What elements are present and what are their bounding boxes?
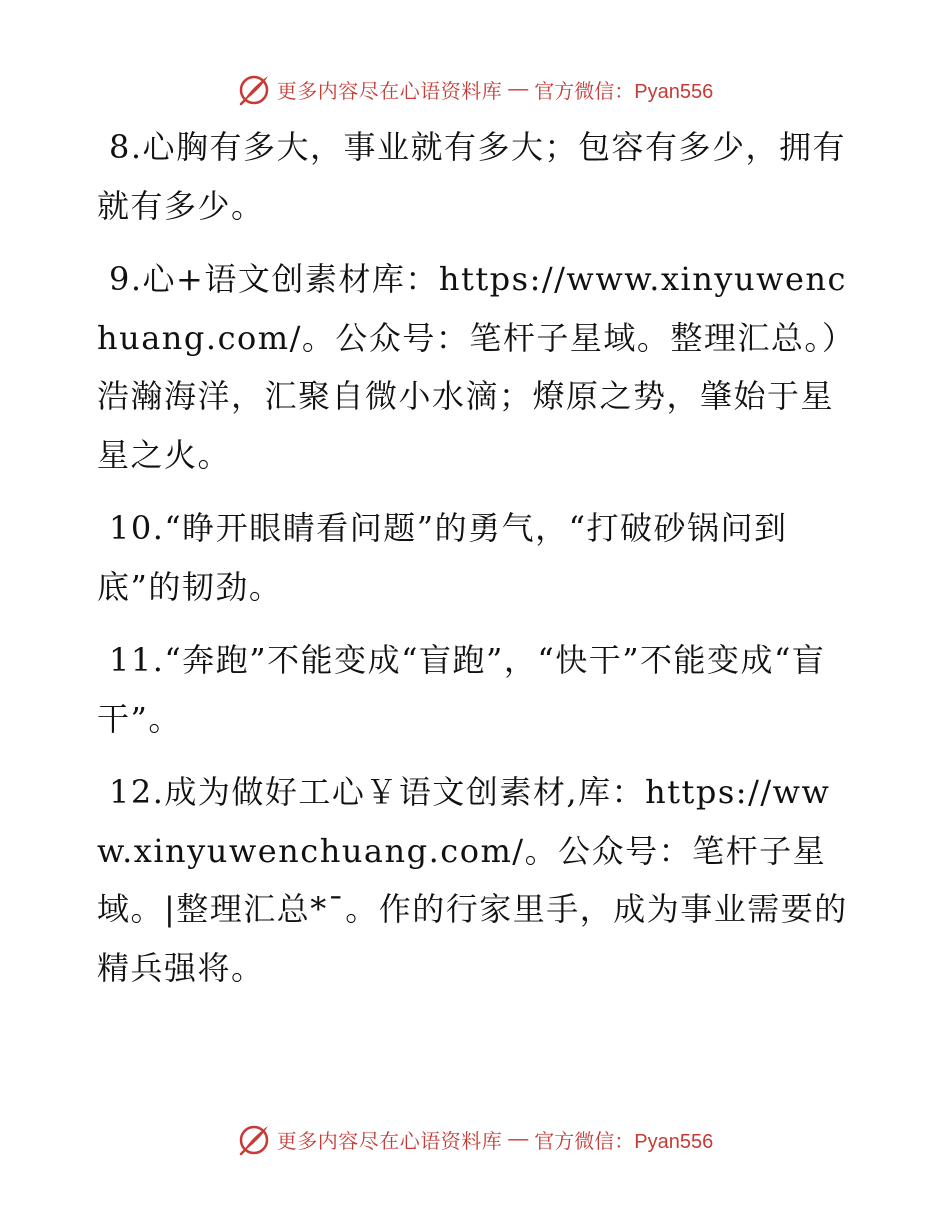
header-banner xyxy=(0,71,950,107)
footer-banner xyxy=(0,1121,950,1157)
header-banner-contact: 官方微信：Pyan556 xyxy=(534,80,714,103)
quill-pen-logo-icon xyxy=(237,72,271,106)
header-banner-separator: — xyxy=(508,77,529,100)
paragraph-9: 9.心+语文创素材库：https://www.xinyuwenchuang.com/。公众号：笔杆子星域。整理汇总。）浩瀚海洋，汇聚自微小水滴；燎原之势，肇始于星星之火。 xyxy=(97,260,856,474)
paragraph-11: 11.“奔跑”不能变成“盲跑”，“快干”不能变成“盲干”。 xyxy=(97,641,826,738)
document-body xyxy=(97,118,857,1012)
footer-banner-text: 更多内容尽在心语资料库 xyxy=(276,1130,503,1153)
footer-banner-separator: — xyxy=(508,1127,529,1150)
footer-banner-contact: 官方微信：Pyan556 xyxy=(534,1130,714,1153)
quill-pen-logo-icon xyxy=(237,1122,271,1156)
header-banner-text: 更多内容尽在心语资料库 xyxy=(276,80,503,103)
paragraph-10: 10.“睁开眼睛看问题”的勇气，“打破砂锅问到底”的韧劲。 xyxy=(97,509,788,606)
paragraph-8: 8.心胸有多大，事业就有多大；包容有多少，拥有就有多少。 xyxy=(97,128,847,225)
paragraph-12: 12.成为做好工心￥语文创素材,库：https://www.xinyuwenchuang.com/。公众号：笔杆子星域。|整理汇总*¯。作的行家里手，成为事业需要的精兵强将。 xyxy=(97,773,848,987)
